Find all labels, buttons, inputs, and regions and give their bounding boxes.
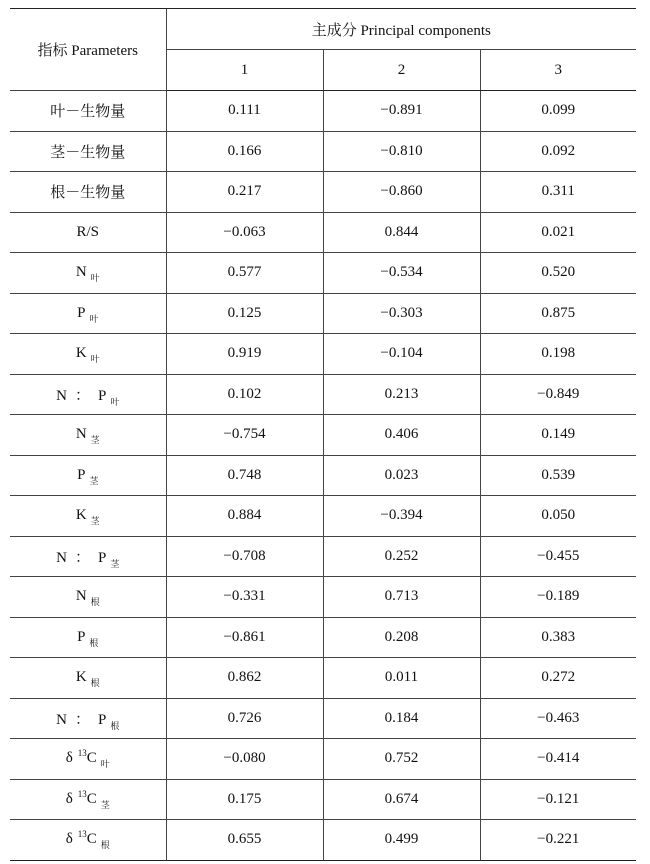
loading-value-pc2: 0.674 <box>323 779 480 820</box>
table-row <box>10 739 636 780</box>
loading-value-pc1: 0.217 <box>166 172 323 213</box>
loading-value-pc3: −0.121 <box>480 779 636 820</box>
parameter-symbol: N <box>56 549 67 566</box>
loading-value-pc3: −0.414 <box>480 739 636 780</box>
parameter-cell <box>10 374 166 415</box>
parameter-cell <box>10 698 166 739</box>
pc1-header: 1 <box>166 50 323 91</box>
parameter-cell <box>10 739 166 780</box>
loading-value-pc3: −0.463 <box>480 698 636 739</box>
parameter-cell <box>10 577 166 618</box>
loading-value-pc2: −0.394 <box>323 496 480 537</box>
loading-value-pc1: 0.919 <box>166 334 323 375</box>
table-row <box>10 91 636 132</box>
isotope-superscript: 13 <box>77 788 87 799</box>
table-row <box>10 253 636 294</box>
loading-value-pc3: 0.875 <box>480 293 636 334</box>
loading-value-pc2: −0.891 <box>323 91 480 132</box>
parameter-label: 叶－生物量 <box>50 104 126 121</box>
organ-subscript: 茎 <box>89 475 99 486</box>
organ-subscript: 茎 <box>100 799 110 810</box>
loading-value-pc3: 0.520 <box>480 253 636 294</box>
parameter-cell <box>10 455 166 496</box>
loading-value-pc3: −0.455 <box>480 536 636 577</box>
loading-value-pc2: 0.406 <box>323 415 480 456</box>
ratio-separator: ： <box>74 549 90 566</box>
table-row <box>10 455 636 496</box>
parameter-symbol: P <box>77 466 86 483</box>
parameter-symbol: N <box>75 426 87 443</box>
table-row <box>10 820 636 861</box>
loading-value-pc2: −0.534 <box>323 253 480 294</box>
organ-subscript: 茎 <box>90 435 100 446</box>
parameter-symbol: P <box>77 304 86 321</box>
table-row <box>10 172 636 213</box>
loading-value-pc2: 0.023 <box>323 455 480 496</box>
delta-symbol: δ <box>65 750 73 767</box>
table-row <box>10 374 636 415</box>
ratio-separator: ： <box>74 711 90 728</box>
isotope-superscript: 13 <box>77 829 87 840</box>
loadings-table <box>10 8 636 861</box>
table-row <box>10 415 636 456</box>
parameter-symbol: P <box>98 387 107 404</box>
organ-subscript: 根 <box>90 678 100 689</box>
loading-value-pc1: −0.063 <box>166 212 323 253</box>
table-row <box>10 658 636 699</box>
table-row <box>10 698 636 739</box>
loading-value-pc3: −0.849 <box>480 374 636 415</box>
loading-value-pc3: 0.099 <box>480 91 636 132</box>
parameter-cell <box>10 415 166 456</box>
organ-subscript: 根 <box>100 840 110 851</box>
parameter-cell <box>10 617 166 658</box>
loading-value-pc2: 0.713 <box>323 577 480 618</box>
organ-subscript: 根 <box>110 720 120 731</box>
parameter-cell <box>10 172 166 213</box>
loading-value-pc3: −0.221 <box>480 820 636 861</box>
parameter-cell <box>10 212 166 253</box>
loading-value-pc1: −0.861 <box>166 617 323 658</box>
loading-value-pc2: 0.011 <box>323 658 480 699</box>
loading-value-pc3: 0.021 <box>480 212 636 253</box>
table-row <box>10 131 636 172</box>
loading-value-pc1: 0.726 <box>166 698 323 739</box>
table-row <box>10 779 636 820</box>
loading-value-pc3: 0.272 <box>480 658 636 699</box>
parameter-cell <box>10 820 166 861</box>
organ-subscript: 叶 <box>90 273 100 284</box>
organ-subscript: 根 <box>89 637 99 648</box>
parameter-cell <box>10 334 166 375</box>
loading-value-pc2: 0.752 <box>323 739 480 780</box>
loading-value-pc2: 0.208 <box>323 617 480 658</box>
parameter-symbol: K <box>75 345 87 362</box>
table-row <box>10 536 636 577</box>
parameter-symbol: K <box>75 507 87 524</box>
loading-value-pc3: 0.092 <box>480 131 636 172</box>
parameter-symbol: P <box>98 549 107 566</box>
principal-components-header: 主成分 Principal components <box>166 9 636 50</box>
organ-subscript: 叶 <box>89 313 99 324</box>
parameter-symbol: N <box>56 711 67 728</box>
table-row <box>10 577 636 618</box>
organ-subscript: 叶 <box>90 354 100 365</box>
loading-value-pc3: 0.198 <box>480 334 636 375</box>
table-body <box>10 91 636 861</box>
loading-value-pc1: −0.708 <box>166 536 323 577</box>
table-row <box>10 212 636 253</box>
table-row <box>10 334 636 375</box>
parameters-header: 指标 Parameters <box>10 9 166 91</box>
loading-value-pc3: 0.383 <box>480 617 636 658</box>
loading-value-pc2: −0.104 <box>323 334 480 375</box>
loading-value-pc1: 0.111 <box>166 91 323 132</box>
loading-value-pc2: 0.213 <box>323 374 480 415</box>
parameter-symbol: C <box>86 750 97 767</box>
parameter-cell <box>10 536 166 577</box>
parameter-cell <box>10 293 166 334</box>
loading-value-pc1: 0.884 <box>166 496 323 537</box>
parameter-symbol: C <box>86 831 97 848</box>
organ-subscript: 茎 <box>90 516 100 527</box>
loading-value-pc2: −0.303 <box>323 293 480 334</box>
loading-value-pc1: 0.175 <box>166 779 323 820</box>
loading-value-pc1: 0.102 <box>166 374 323 415</box>
table-row <box>10 293 636 334</box>
parameter-symbol: N <box>75 588 87 605</box>
organ-subscript: 根 <box>90 597 100 608</box>
loading-value-pc2: 0.184 <box>323 698 480 739</box>
parameter-cell <box>10 131 166 172</box>
parameter-symbol: N <box>56 387 67 404</box>
loading-value-pc2: 0.499 <box>323 820 480 861</box>
delta-symbol: δ <box>65 831 73 848</box>
ratio-separator: ： <box>74 387 90 404</box>
parameter-cell <box>10 658 166 699</box>
organ-subscript: 叶 <box>110 396 120 407</box>
parameter-symbol: P <box>77 628 86 645</box>
organ-subscript: 叶 <box>100 759 110 770</box>
loading-value-pc3: −0.189 <box>480 577 636 618</box>
parameter-cell <box>10 779 166 820</box>
parameter-cell <box>10 253 166 294</box>
loading-value-pc2: 0.252 <box>323 536 480 577</box>
loading-value-pc1: −0.331 <box>166 577 323 618</box>
parameter-symbol: K <box>75 669 87 686</box>
loading-value-pc1: 0.577 <box>166 253 323 294</box>
parameter-cell <box>10 91 166 132</box>
loading-value-pc1: 0.748 <box>166 455 323 496</box>
isotope-superscript: 13 <box>77 748 87 759</box>
loading-value-pc1: −0.754 <box>166 415 323 456</box>
parameter-label: 茎－生物量 <box>50 144 126 161</box>
parameter-symbol: C <box>86 790 97 807</box>
loading-value-pc3: 0.539 <box>480 455 636 496</box>
parameter-cell <box>10 496 166 537</box>
loading-value-pc1: 0.166 <box>166 131 323 172</box>
table-row <box>10 496 636 537</box>
loading-value-pc3: 0.050 <box>480 496 636 537</box>
parameter-label: 根－生物量 <box>50 185 126 202</box>
loading-value-pc1: −0.080 <box>166 739 323 780</box>
parameter-symbol: P <box>98 711 107 728</box>
table-row <box>10 617 636 658</box>
pc3-header: 3 <box>480 50 636 91</box>
loading-value-pc3: 0.149 <box>480 415 636 456</box>
loading-value-pc2: 0.844 <box>323 212 480 253</box>
loading-value-pc1: 0.862 <box>166 658 323 699</box>
pc2-header: 2 <box>323 50 480 91</box>
organ-subscript: 茎 <box>110 558 120 569</box>
loading-value-pc2: −0.860 <box>323 172 480 213</box>
parameter-symbol: N <box>75 264 87 281</box>
loading-value-pc3: 0.311 <box>480 172 636 213</box>
loading-value-pc1: 0.125 <box>166 293 323 334</box>
loading-value-pc1: 0.655 <box>166 820 323 861</box>
parameter-label: R/S <box>76 223 99 240</box>
loading-value-pc2: −0.810 <box>323 131 480 172</box>
delta-symbol: δ <box>65 790 73 807</box>
